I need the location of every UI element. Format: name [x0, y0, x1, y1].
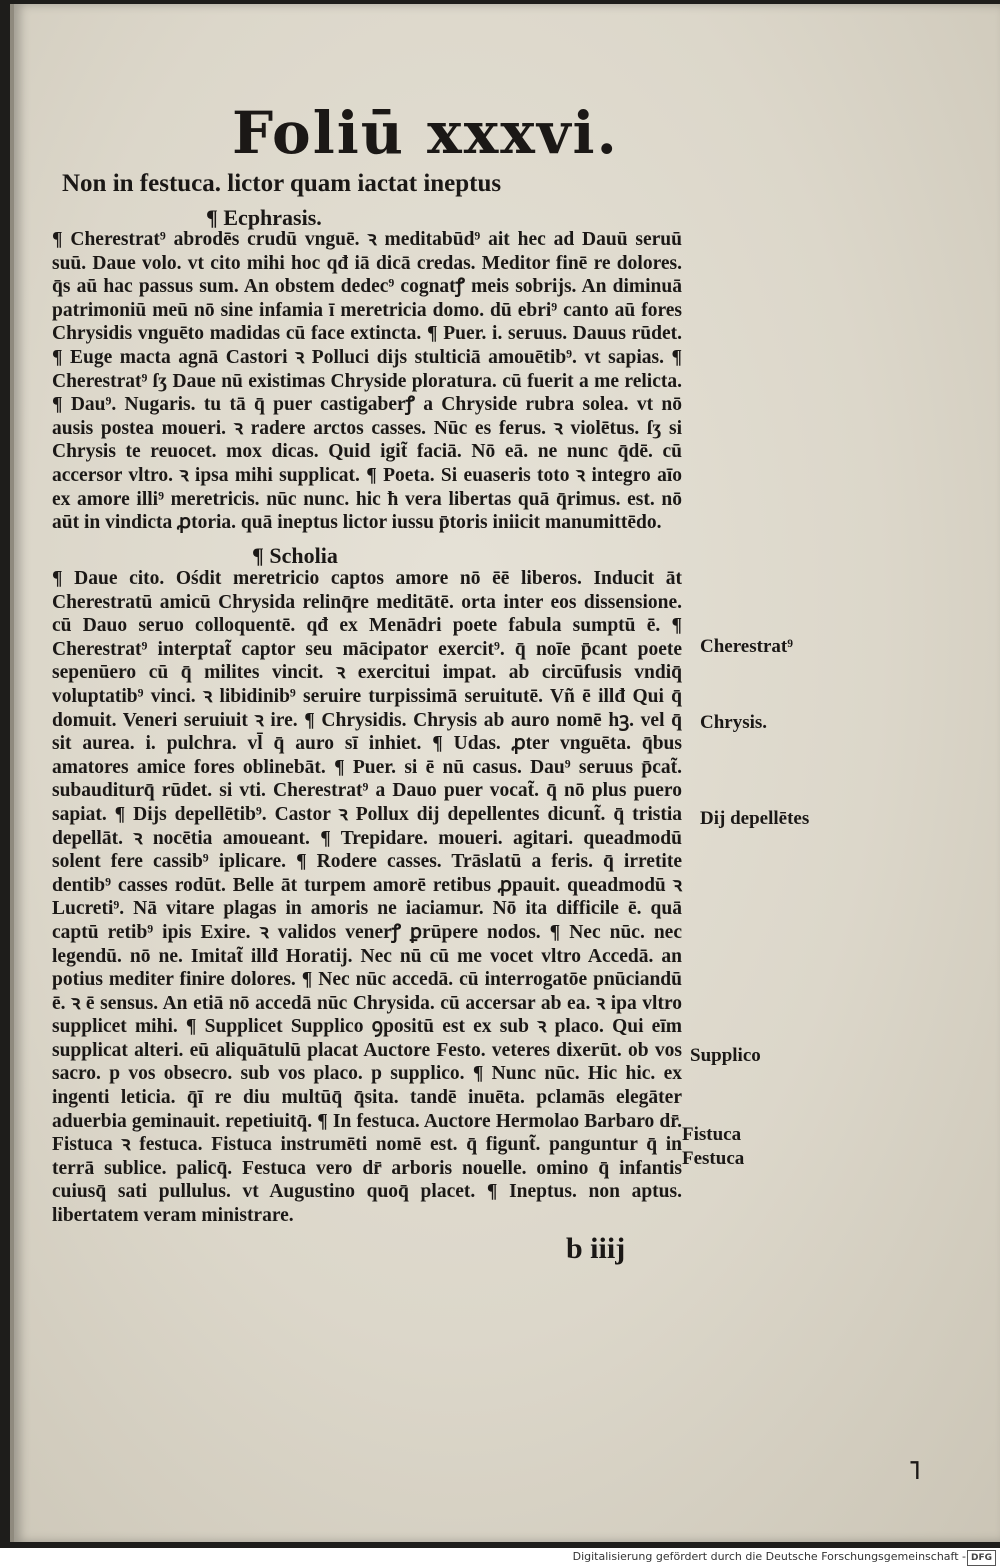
ecphrasis-title: ¶ Ecphrasis.: [206, 205, 322, 230]
signature-mark: b iiij: [566, 1232, 626, 1265]
margin-note-chrysis: Chrysis.: [700, 712, 768, 733]
scholia-title: ¶ Scholia: [252, 543, 338, 568]
margin-note-festuca: Festuca: [682, 1148, 745, 1169]
margin-note-dij-depellentes: Dij depellētes: [700, 808, 810, 829]
margin-note-fistuca: Fistuca: [682, 1124, 742, 1145]
margin-note-supplico: Supplico: [690, 1045, 761, 1066]
corner-mark: ˥: [908, 1456, 921, 1486]
scholia-paragraph: ¶ Daue cito. Ośdit meretricio captos amore nō ēē liberos. Inducit āt Cherestratū amicū Chrysida relinq̄re meditātē. orta inter eos dissensione. cū Dauo seruo colloquentē. qđ ex Menādri poete fabula sumptū ē. ¶ Cherestrat⁹ interptat̃ captor seu mācipator exercit⁹. q̄ noīe p̄cant poete sepenūero cū q̄ milites vincit. ꝛ exercitui impat. ab circūfusis vndiq̄ voluptatib⁹ vinci. ꝛ libidinib⁹ seruire turpissimā seruitutē. Vñ ē illđ Qui q̄ domuit. Veneri seruiuit ꝛ ire. ¶ Chrysidis. Chrysis ab auro nomē hꝫ. vel q̄ sit aurea. i. pulchra. vl̄ q̄ auro sī inhiet. ¶ Udas. ꝓter vnguēta. q̄bus amatores amice fores oblinebāt. ¶ Puer. si ē nū casus. Dau⁹ seruus p̄cat̃. subauditurq̄ rūdet. si vti. Cherestrat⁹ a Dauo puer vocat̃. q̄ nō plus puero sapiat. ¶ Dijs depellētib⁹. Castor ꝛ Pollux dij depellentes dicunt̃. q̄ tristia depellāt. ꝛ nocētia amoueant. ¶ Trepidare. moueri. agitari. queadmodū solent fere cassib⁹ iplicare. ¶ Rodere casses. Trāslatū a feris. q̄ irretite dentib⁹ casses rodūt. Belle āt turpem amorē retibus ꝓpauit. queadmodū ꝛ Lucreti⁹. Nā vitare plagas in amoris ne iaciamur. Nō ita difficile ē. quā captū retib⁹ ipis Exire. ꝛ validos venerꝭ ꝑrūpere nodos. ¶ Nec nūc. nec legendū. nō ne. Imitat̃ illđ Horatij. Nec nū cū me vocet vltro Accedā. an potius mediter finire dolores. ¶ Nec nūc accedā. cū interrogatōe pnūciandū ē. ꝛ ē sensus. An etiā nō accedā nūc Chrysida. cū accersar ab ea. ꝛ ipa vltro supplicet mihi. ¶ Supplicet Supplico ꝯpositū est ex sub ꝛ placo. Qui eīm supplicat alteri. eū aliquātulū placat Auctore Festo. veteres dixerūt. ob vos sacro. p vos obsecro. sub vos placo. p supplico. ¶ Nunc nūc. Hic hic. ex ingenti leticia. q̄ī re diu multūq̄ q̄sita. tandē inuēta. pclamās elegāter aduerbia geminauit. repetiuitq̄. ¶ In festuca. Auctore Hermolao Barbaro dr̄. Fistuca ꝛ festuca. Fistuca instrumēti nomē est. q̄ figunt̃. panguntur q̄ in terrā sublice. palicq̄. Festuca vero dr̄ arboris nouelle. omino q̄ infantis cuiusq̄ sati pullulus. vt Augustino quoq̄ placet. ¶ Ineptus. non aptus. libertatem veram ministrare.: [52, 568, 682, 1227]
ecphrasis-paragraph: ¶ Cherestrat⁹ abrodēs crudū vnguē. ꝛ meditabūd⁹ ait hec ad Dauū seruū suū. Daue volo. vt cito mihi hoc qđ iā dicā credas. Meditor finē re dolores. q̄s aū hac passus sum. An obstem dedec⁹ cognatꝭ meis sobrijs. An diminuā patrimoniū meū nō sine infamia ī meretricia domo. dū ebri⁹ canto aū fores Chrysidis vnguēto madidas cū face extincta. ¶ Puer. i. seruus. Dauus rūdet. ¶ Euge macta agnā Castori ꝛ Polluci dijs stulticiā amouētib⁹. vt sapias. ¶ Cherestrat⁹ ſʒ Daue nū existimas Chryside ploratura. cū fuerit a me relicta. ¶ Dau⁹. Nugaris. tu tā q̄ puer castigaberꝭ a Chryside rubra solea. vt nō ausis postea moueri. ꝛ radere arctos casses. Nūc es ferus. ꝛ violētus. ſʒ si Chrysis te reuocet. mox dicas. Quid igit̃ faciā. Nō eā. ne nunc q̄dē. cū accersor vltro. ꝛ ipsa mihi supplicat. ¶ Poeta. Si euaseris toto ꝛ integro aīo ex amore illi⁹ meretricis. nūc nunc. hic ħ vera libertas quā q̄rimus. est. nō aūt in vindicta ꝓtoria. quā ineptus lictor iussu p̄toris iniicit manumittēdo.: [52, 229, 682, 534]
folio-number: Foliū xxxvi.: [232, 99, 619, 167]
footer-credit: Digitalisierung gefördert durch die Deutsche Forschungsgemeinschaft -: [572, 1550, 966, 1563]
dfg-logo: DFG: [967, 1550, 996, 1566]
footer-bar: [0, 1548, 1000, 1567]
verse-heading: Non in festuca. lictor quam iactat ineptus: [62, 170, 502, 197]
margin-note-cherestratus: Cherestrat⁹: [700, 636, 793, 657]
